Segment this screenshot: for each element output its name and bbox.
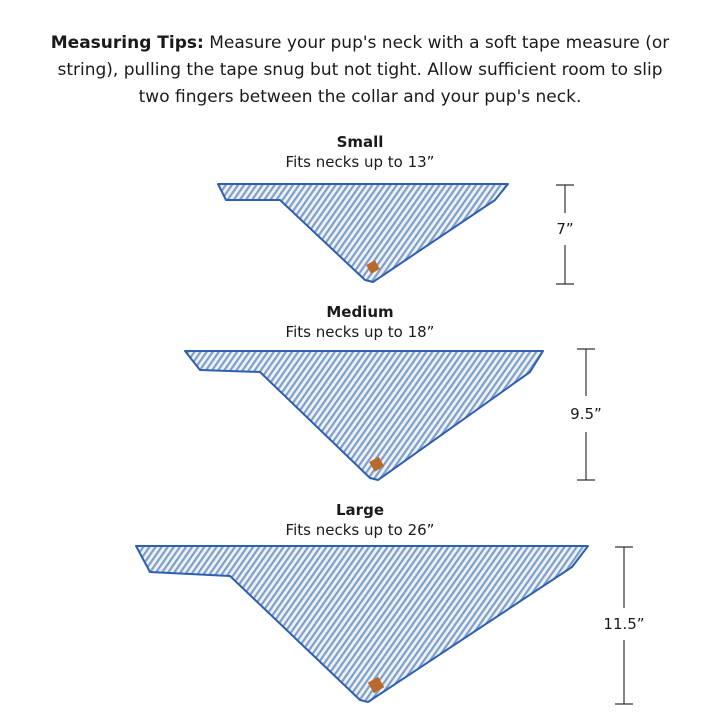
size-medium-fit: Fits necks up to 18” (285, 323, 435, 341)
bandana-large (136, 546, 588, 702)
size-large-fit: Fits necks up to 26” (285, 521, 435, 539)
size-large-name: Large (336, 501, 384, 519)
bandana-medium (185, 351, 543, 480)
tips-text: Measure your pup's neck with a soft tape measure (or string), pulling the tape snug but not tight. Allow sufficient room to slip two fingers between the collar and your pup's neck. (57, 33, 670, 107)
size-small-name: Small (336, 133, 384, 151)
drop-length-small: 7” (556, 220, 574, 238)
size-small-fit: Fits necks up to 13” (285, 153, 435, 171)
drop-length-medium: 9.5” (570, 405, 602, 423)
drop-length-large: 11.5” (603, 615, 645, 633)
tips-heading: Measuring Tips: (50, 33, 204, 53)
bandana-small (218, 184, 508, 282)
size-medium-name: Medium (326, 303, 394, 321)
